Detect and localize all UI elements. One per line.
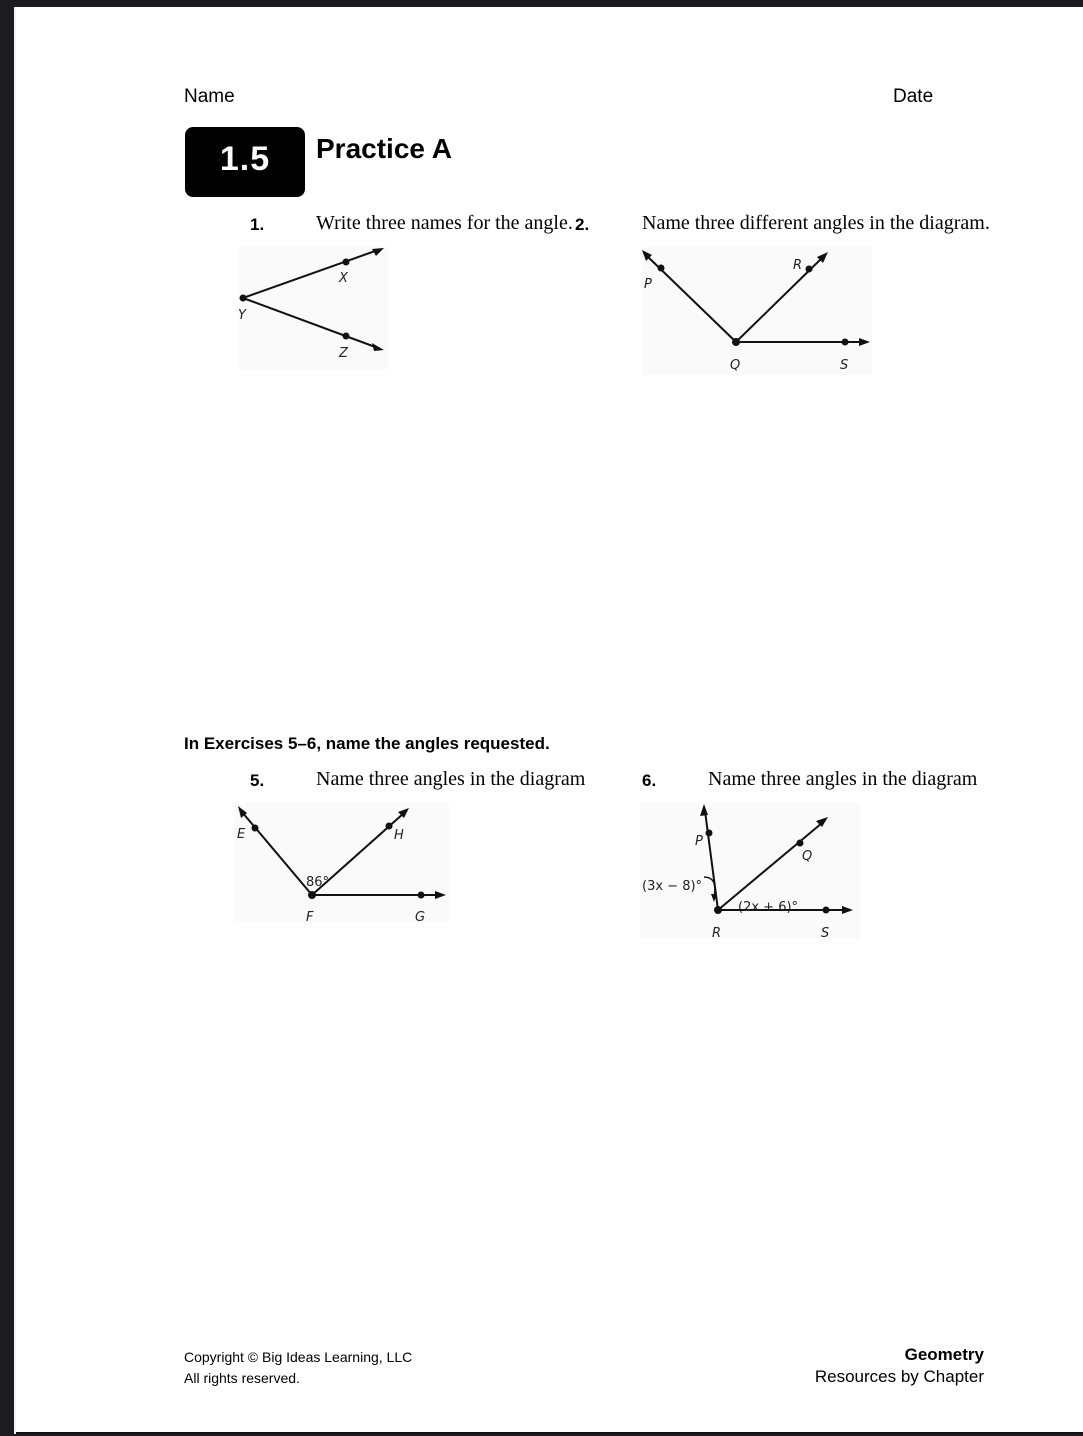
- point-label-f: F: [306, 910, 314, 923]
- point-label-q: Q: [802, 849, 813, 864]
- point-label-p: P: [644, 277, 652, 292]
- exercise-1-prompt: Write three names for the angle.: [316, 212, 573, 234]
- point-label-p: P: [695, 834, 703, 849]
- page-bottom-border: [16, 1432, 1083, 1434]
- exercise-6-number: 6.: [642, 771, 657, 790]
- exercise-2-prompt: Name three different angles in the diagram.: [642, 212, 990, 234]
- point-label-q: Q: [730, 358, 741, 373]
- exercise-2-diagram: [642, 247, 872, 375]
- exercise-5-diagram: [234, 803, 449, 923]
- exercise-2-number: 2.: [575, 215, 590, 234]
- exercise-6-prompt: Name three angles in the diagram: [708, 768, 978, 790]
- point-label-s: S: [840, 358, 849, 373]
- exercise-5-number: 5.: [250, 771, 265, 790]
- point-label-r: R: [712, 926, 722, 939]
- footer-book-subtitle: Resources by Chapter: [814, 1367, 984, 1386]
- angle-label-3x-minus-8: (3x − 8)°: [642, 879, 703, 894]
- point-label-z: Z: [339, 346, 348, 361]
- exercise-1-diagram: [238, 247, 388, 369]
- angle-measure-label: 86°: [306, 875, 330, 890]
- point-label-g: G: [415, 910, 426, 923]
- footer-rights: All rights reserved.: [184, 1370, 300, 1386]
- point-label-s: S: [821, 926, 830, 939]
- exercise-5-prompt: Name three angles in the diagram: [316, 768, 586, 790]
- angle-label-2x-plus-6: (2x + 6)°: [738, 900, 799, 915]
- footer-copyright: Copyright © Big Ideas Learning, LLC: [184, 1349, 413, 1365]
- point-label-y: Y: [238, 308, 246, 323]
- point-label-r: R: [793, 258, 803, 273]
- worksheet-page: [14, 7, 1083, 1434]
- point-label-h: H: [394, 828, 404, 843]
- page-title: Practice A: [316, 133, 452, 164]
- point-label-x: X: [339, 271, 348, 286]
- section-badge: 1.5: [185, 127, 305, 197]
- name-label: Name: [184, 86, 235, 107]
- exercise-1-number: 1.: [250, 215, 265, 234]
- date-label: Date: [893, 86, 934, 107]
- footer-book-title: Geometry: [904, 1345, 984, 1364]
- point-label-e: E: [237, 827, 246, 842]
- exercise-6-diagram: [640, 803, 860, 939]
- section-instruction: In Exercises 5–6, name the angles requested.: [184, 734, 550, 753]
